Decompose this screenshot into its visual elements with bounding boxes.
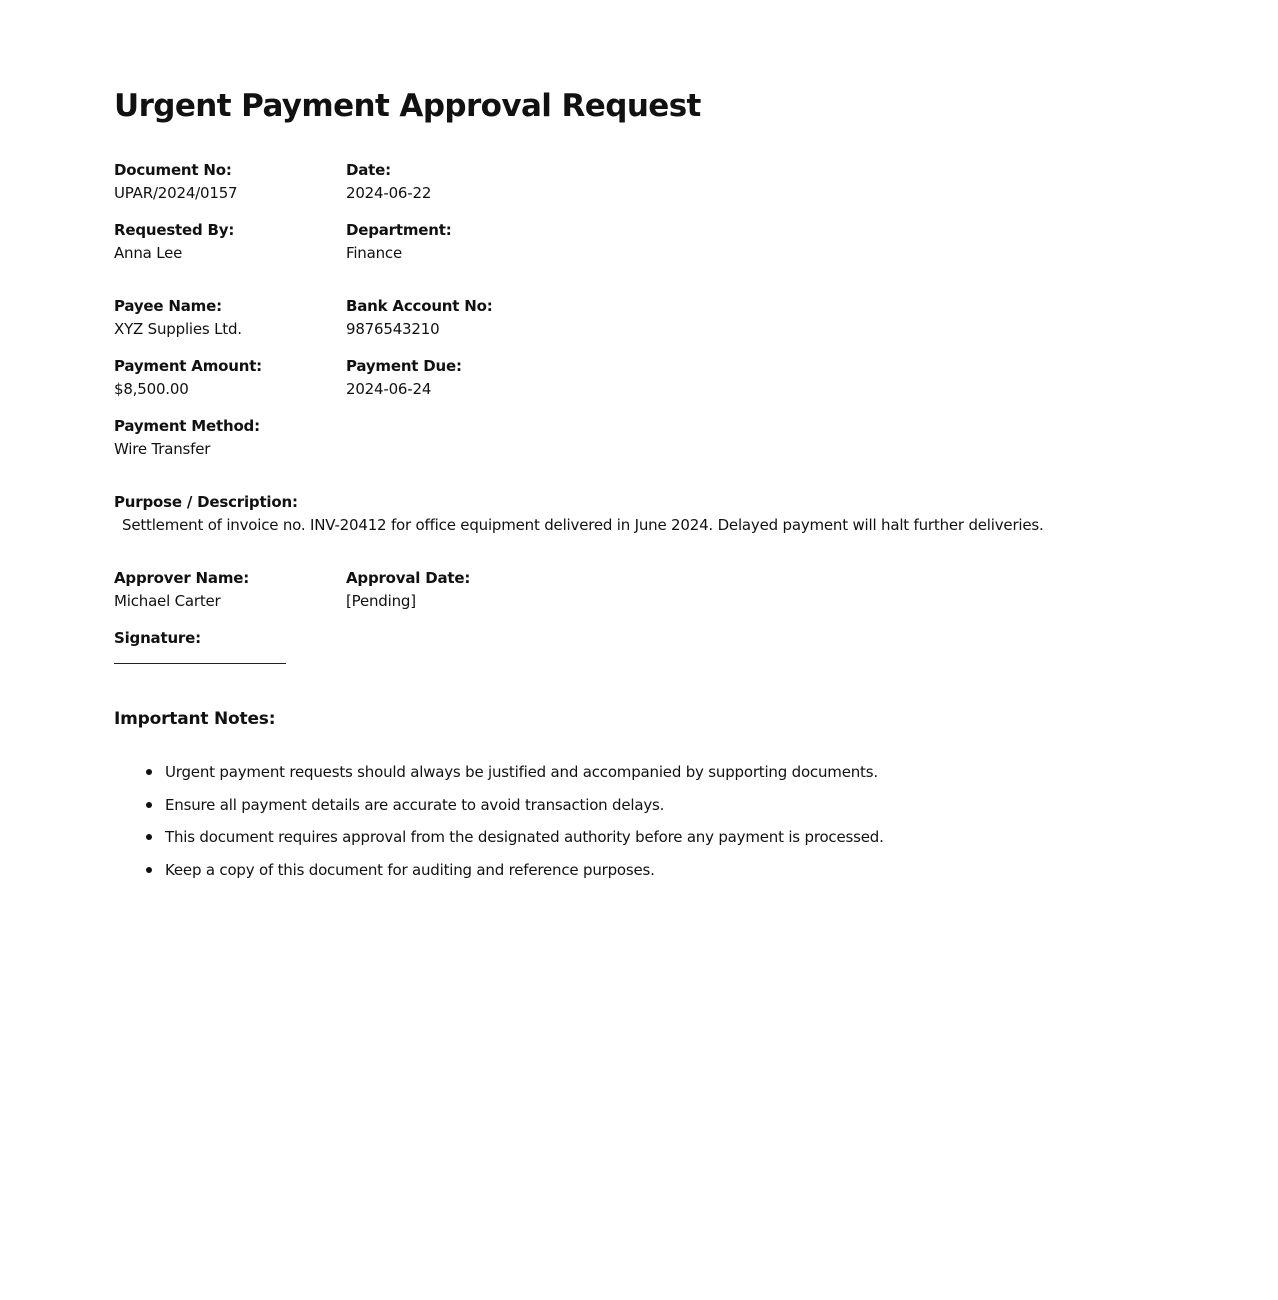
payee-name-field xyxy=(114,296,344,339)
department-label: Department: xyxy=(346,221,452,239)
department-field xyxy=(346,220,576,263)
bank-account-label: Bank Account No: xyxy=(346,297,493,315)
payment-method-field xyxy=(114,416,344,459)
note-text: Ensure all payment details are accurate to avoid transaction delays. xyxy=(165,795,665,814)
bank-account-field xyxy=(346,296,576,339)
payment-amount-value: $8,500.00 xyxy=(114,380,189,398)
date-label: Date: xyxy=(346,161,391,179)
bullet-icon xyxy=(146,867,152,873)
approval-date-label: Approval Date: xyxy=(346,569,471,587)
notes-list xyxy=(114,761,884,891)
date-field xyxy=(346,160,576,203)
payment-amount-field xyxy=(114,356,344,399)
list-item xyxy=(114,859,884,892)
bullet-icon xyxy=(146,834,152,840)
note-text: Urgent payment requests should always be justified and accompanied by supporting documents. xyxy=(165,763,878,781)
approver-name-label: Approver Name: xyxy=(114,569,250,587)
purpose-section xyxy=(114,492,1044,535)
date-value: 2024-06-22 xyxy=(346,184,432,202)
bullet-icon xyxy=(146,802,152,808)
page-title: Urgent Payment Approval Request xyxy=(114,88,701,124)
approver-name-field xyxy=(114,568,344,611)
bullet-icon xyxy=(146,769,152,775)
approval-date-field xyxy=(346,568,576,611)
list-item xyxy=(114,826,884,859)
payee-name-label: Payee Name: xyxy=(114,297,222,315)
requested-by-value: Anna Lee xyxy=(114,244,183,262)
signature-line xyxy=(114,663,286,664)
payment-amount-label: Payment Amount: xyxy=(114,357,262,375)
note-text: This document requires approval from the designated authority before any payment is processed. xyxy=(165,828,884,846)
department-value: Finance xyxy=(346,244,402,262)
payment-due-field xyxy=(346,356,576,399)
list-item xyxy=(114,761,884,794)
bank-account-value: 9876543210 xyxy=(346,320,440,338)
requested-by-label: Requested By: xyxy=(114,221,235,239)
note-text: Keep a copy of this document for auditing and reference purposes. xyxy=(165,860,655,879)
document-no-value: UPAR/2024/0157 xyxy=(114,184,238,202)
requested-by-field xyxy=(114,220,344,263)
payment-due-label: Payment Due: xyxy=(346,357,462,375)
approver-name-value: Michael Carter xyxy=(114,592,221,610)
payment-method-value: Wire Transfer xyxy=(114,440,211,458)
list-item xyxy=(114,794,884,827)
document-no-field xyxy=(114,160,344,203)
payee-name-value: XYZ Supplies Ltd. xyxy=(114,320,242,338)
signature-label: Signature: xyxy=(114,629,201,647)
signature-field xyxy=(114,628,344,664)
payment-due-value: 2024-06-24 xyxy=(346,380,432,398)
purpose-label: Purpose / Description: xyxy=(114,493,298,511)
document-no-label: Document No: xyxy=(114,161,232,179)
purpose-value: Settlement of invoice no. INV-20412 for office equipment delivered in June 2024. Delayed payment will halt further deliveries. xyxy=(122,516,1044,534)
notes-heading: Important Notes: xyxy=(114,709,276,729)
approval-date-value: [Pending] xyxy=(346,592,416,610)
payment-method-label: Payment Method: xyxy=(114,417,260,435)
